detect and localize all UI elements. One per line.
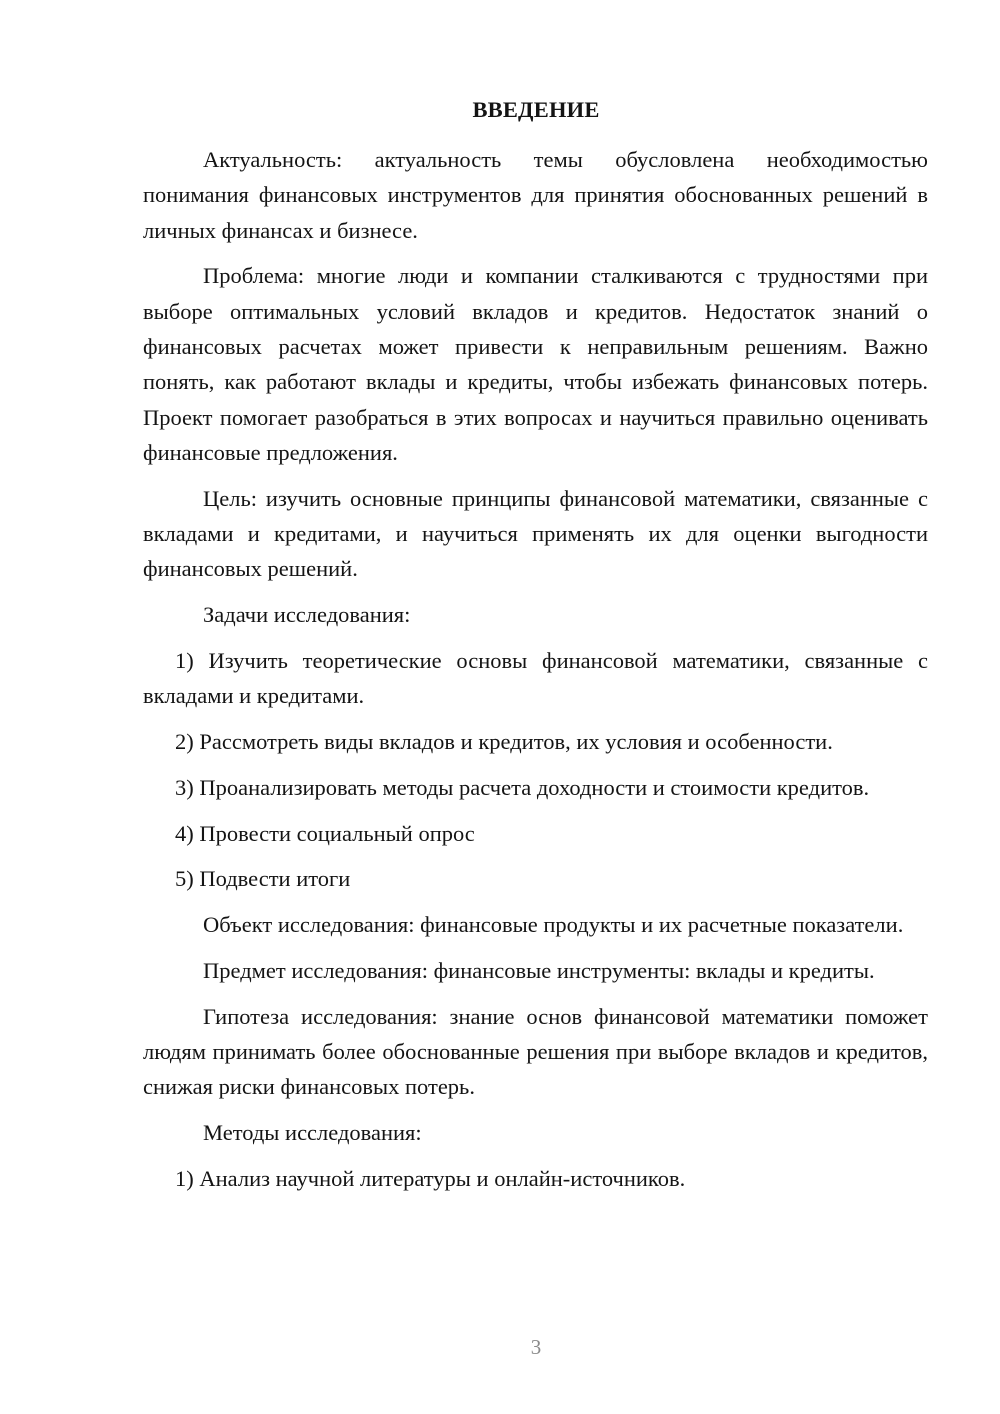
list-item-method-1: 1) Анализ научной литературы и онлайн-источников.: [175, 1165, 686, 1191]
paragraph-goal: Цель: изучить основные принципы финансовой математики, связанные с вкладами и кредитами, и научиться применять их для оценки выгодности финансовых решений.: [143, 485, 928, 582]
paragraph-hypothesis: Гипотеза исследования: знание основ финансовой математики поможет людям принимать более обоснованные решения при выборе вкладов и кредитов, снижая риски финансовых потерь.: [143, 1003, 928, 1100]
paragraph-tasks-heading: Задачи исследования:: [203, 602, 411, 628]
document-body: [143, 142, 928, 1207]
paragraph-methods-heading: Методы исследования:: [203, 1120, 422, 1146]
list-item-task-1: 1) Изучить теоретические основы финансовой математики, связанные с вкладами и кредитами.: [143, 647, 928, 709]
list-item-task-3: 3) Проанализировать методы расчета доходности и стоимости кредитов.: [175, 774, 870, 800]
list-item-task-2: 2) Рассмотреть виды вкладов и кредитов, их условия и особенности.: [175, 728, 833, 754]
paragraph-relevance: Актуальность: актуальность темы обусловлена необходимостью понимания финансовых инструментов для принятия обоснованных решений в личных финансах и бизнесе.: [143, 147, 928, 243]
section-title: ВВЕДЕНИЕ: [472, 97, 600, 122]
list-item-task-5: 5) Подвести итоги: [175, 866, 351, 892]
list-item-task-4: 4) Провести социальный опрос: [175, 820, 475, 846]
paragraph-problem: Проблема: многие люди и компании сталкиваются с трудностями при выборе оптимальных условий вкладов и кредитов. Недостаток знаний о финансовых расчетах может привести к неправильным решениям. Важно понять, как работают вклады и кредиты, чтобы избежать финансовых потерь. Проект помогает разобраться в этих вопросах и научиться правильно оценивать финансовые предложения.: [143, 263, 928, 465]
page-number: 3: [530, 1335, 542, 1359]
paragraph-object: Объект исследования: финансовые продукты и их расчетные показатели.: [203, 912, 904, 938]
paragraph-subject: Предмет исследования: финансовые инструменты: вклады и кредиты.: [203, 957, 875, 983]
